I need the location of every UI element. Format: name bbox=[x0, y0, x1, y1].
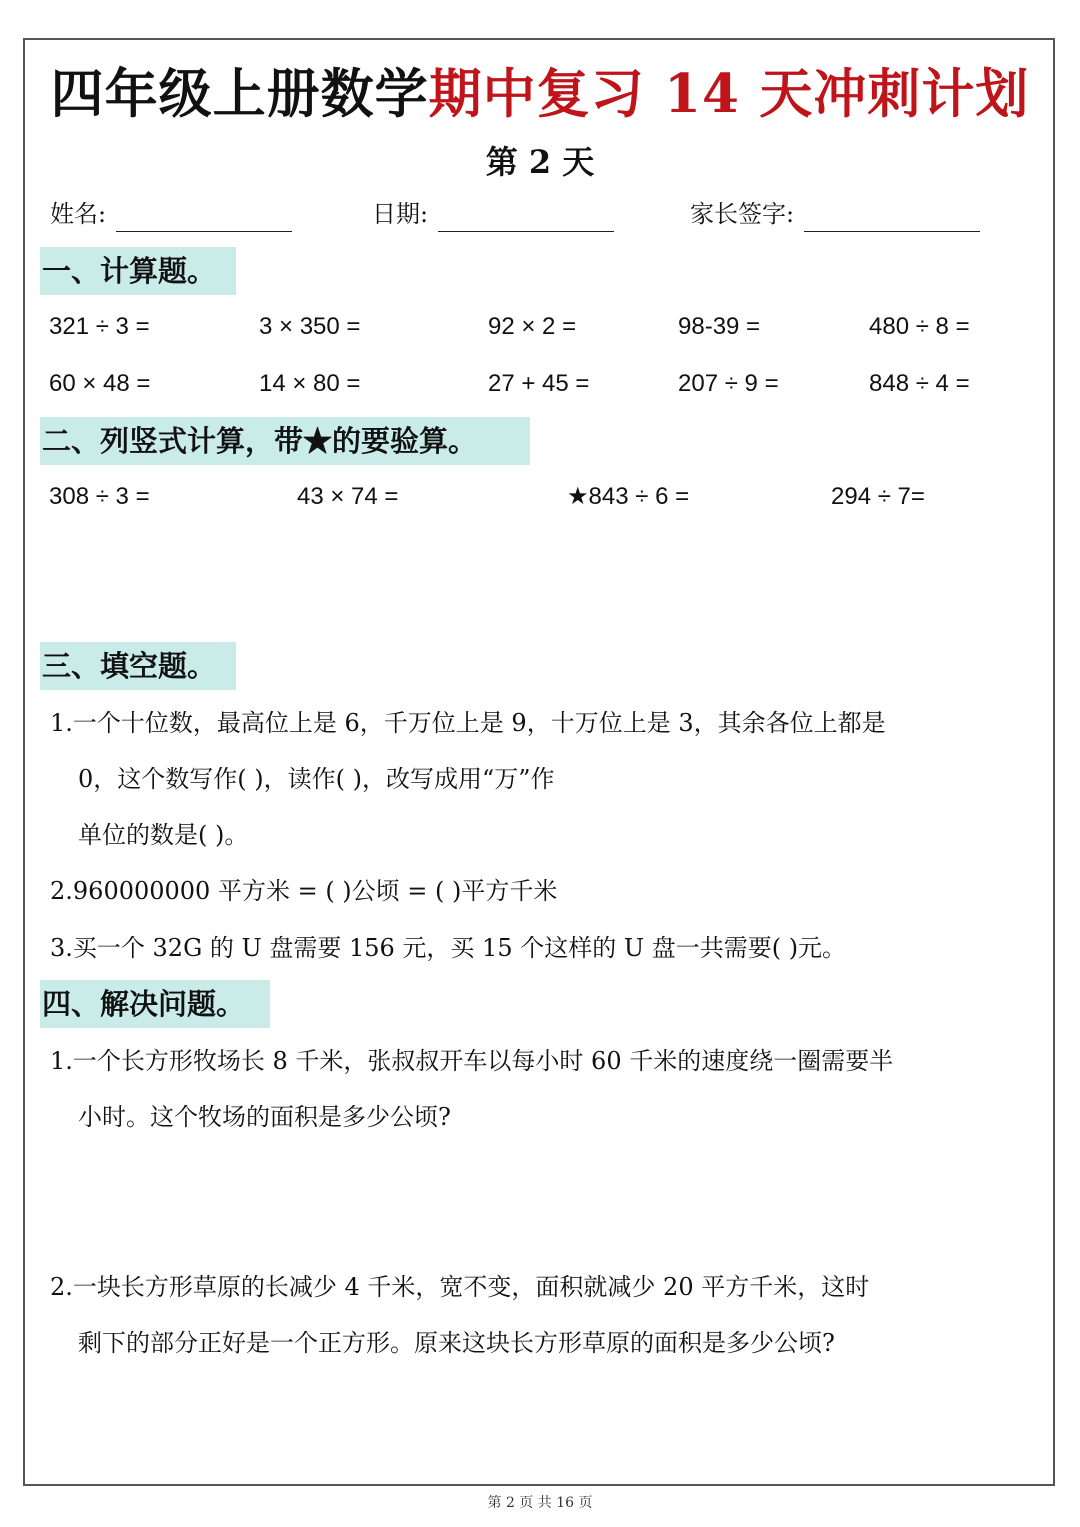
page-number: 第 2 页 共 16 页 bbox=[487, 1495, 593, 1511]
title-black: 四年级上册数学 bbox=[50, 63, 429, 125]
fill-q1-line1: 1.一个十位数，最高位上是 6，千万位上是 9，十万位上是 3，其余各位上都是 bbox=[50, 709, 886, 737]
parent-sign-line[interactable] bbox=[804, 201, 980, 232]
name-label: 姓名: bbox=[50, 200, 107, 228]
calc-item: 27 + 45 = bbox=[488, 370, 590, 397]
parent-sign-field[interactable] bbox=[690, 196, 980, 232]
title-red: 期中复习 14 天冲刺计划 bbox=[428, 63, 1030, 125]
section-heading-calc: 一、计算题。 bbox=[40, 247, 236, 295]
calc-item: 60 × 48 = bbox=[49, 370, 151, 397]
calc-item: 3 × 350 = bbox=[259, 313, 361, 340]
calc-item: 207 ÷ 9 = bbox=[678, 370, 779, 397]
calc-item: 98-39 = bbox=[678, 313, 761, 340]
problem1-line2: 小时。这个牧场的面积是多少公顷? bbox=[78, 1103, 451, 1131]
calc-item: 92 × 2 = bbox=[488, 313, 577, 340]
calc-item: 480 ÷ 8 = bbox=[869, 313, 970, 340]
name-line[interactable] bbox=[116, 201, 292, 232]
calc-item: 321 ÷ 3 = bbox=[49, 313, 150, 340]
vertical-calc-item: 308 ÷ 3 = bbox=[49, 483, 150, 510]
page-title bbox=[0, 58, 1080, 130]
vertical-calc-item: 294 ÷ 7= bbox=[831, 483, 925, 510]
calc-item: 14 × 80 = bbox=[259, 370, 361, 397]
date-line[interactable] bbox=[438, 201, 614, 232]
problem2-line2: 剩下的部分正好是一个正方形。原来这块长方形草原的面积是多少公顷? bbox=[78, 1329, 835, 1357]
day-subtitle: 第 2 天 bbox=[485, 143, 595, 181]
section-heading-fill-blank: 三、填空题。 bbox=[40, 642, 236, 690]
calc-item: 848 ÷ 4 = bbox=[869, 370, 970, 397]
name-field[interactable] bbox=[50, 196, 292, 232]
date-field[interactable] bbox=[372, 196, 614, 232]
fill-q1-line3: 单位的数是( )。 bbox=[78, 821, 249, 849]
problem2-line1: 2.一块长方形草原的长减少 4 千米，宽不变，面积就减少 20 平方千米，这时 bbox=[50, 1273, 870, 1301]
section-heading-problems: 四、解决问题。 bbox=[40, 980, 270, 1028]
fill-q1-line2: 0，这个数写作( )，读作( )，改写成用“万”作 bbox=[78, 765, 555, 793]
vertical-calc-item: ★843 ÷ 6 = bbox=[567, 483, 690, 510]
parent-sign-label: 家长签字: bbox=[690, 200, 795, 228]
fill-q2: 2.960000000 平方米 = ( )公顷 = ( )平方千米 bbox=[50, 877, 558, 905]
problem1-line1: 1.一个长方形牧场长 8 千米，张叔叔开车以每小时 60 千米的速度绕一圈需要半 bbox=[50, 1047, 894, 1075]
section-heading-vertical-calc: 二、列竖式计算，带★的要验算。 bbox=[40, 417, 530, 465]
date-label: 日期: bbox=[372, 200, 429, 228]
fill-q3: 3.买一个 32G 的 U 盘需要 156 元，买 15 个这样的 U 盘一共需要( )元。 bbox=[50, 934, 847, 962]
vertical-calc-item: 43 × 74 = bbox=[297, 483, 399, 510]
